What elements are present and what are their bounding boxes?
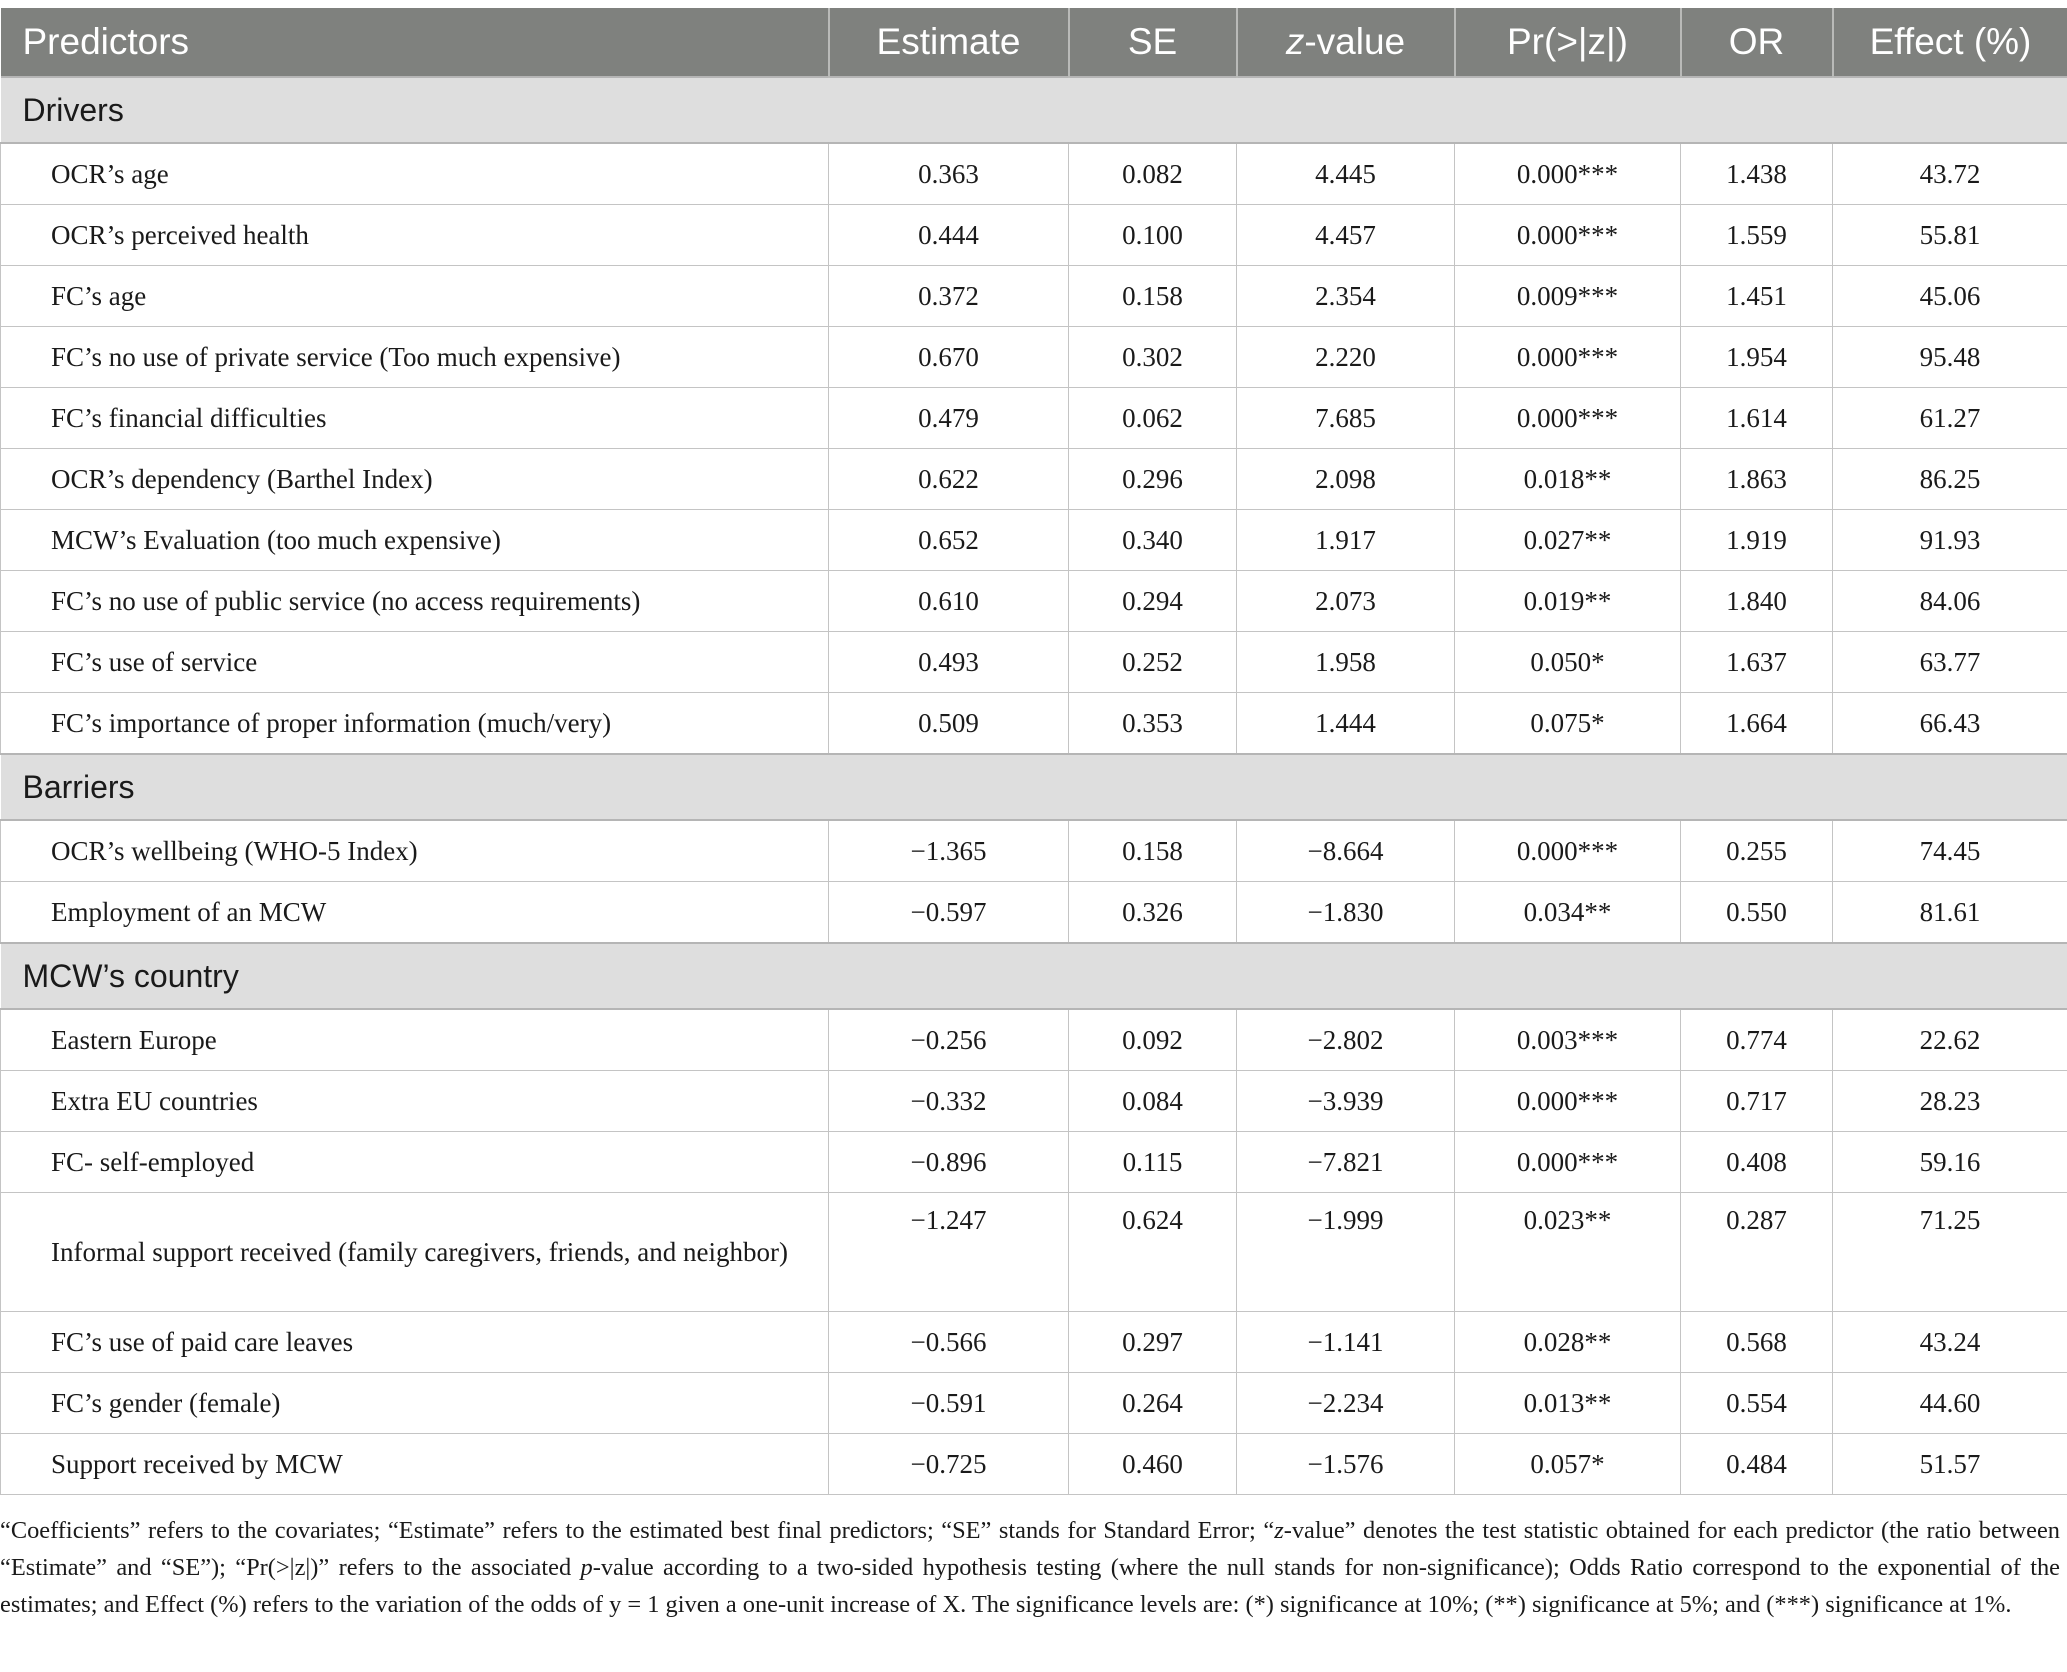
p-value-cell: 0.000*** [1455,820,1681,882]
z-value-cell: 2.220 [1237,327,1455,388]
estimate-cell: −0.591 [829,1373,1069,1434]
se-cell: 0.092 [1069,1009,1237,1071]
se-cell: 0.158 [1069,820,1237,882]
or-cell: 0.408 [1681,1132,1833,1193]
effect-cell: 45.06 [1833,266,2067,327]
estimate-cell: 0.479 [829,388,1069,449]
effect-cell: 84.06 [1833,571,2067,632]
se-cell: 0.252 [1069,632,1237,693]
z-value-cell: −8.664 [1237,820,1455,882]
p-value-cell: 0.013** [1455,1373,1681,1434]
table-row [1,571,2067,632]
table-row [1,820,2067,882]
footnote-segment: -value according to a two-sided hypothesis testing (where the null stands for non-significance); Odds Ratio correspond to the exponential of the estimates; and Effect (%) refers to the variation of the odds of y = 1 given a one-unit increase of X. The significance levels are: (*) significance at 10%; (**) significance at 5%; and (***) significance at 1%. [0,1554,2061,1618]
predictor-cell: FC’s importance of proper information (much/very) [1,693,829,755]
header-or: OR [1681,8,1833,77]
effect-cell: 74.45 [1833,820,2067,882]
or-cell: 0.287 [1681,1193,1833,1312]
p-value-cell: 0.000*** [1455,1132,1681,1193]
z-value-cell: 2.354 [1237,266,1455,327]
footnote-italic-segment: z [1274,1517,1284,1544]
effect-cell: 81.61 [1833,882,2067,944]
se-cell: 0.264 [1069,1373,1237,1434]
header-predictors: Predictors [1,8,829,77]
p-value-cell: 0.000*** [1455,1071,1681,1132]
p-value-cell: 0.028** [1455,1312,1681,1373]
or-cell: 0.774 [1681,1009,1833,1071]
z-value-cell: −1.999 [1237,1193,1455,1312]
z-value-cell: −7.821 [1237,1132,1455,1193]
predictor-cell: OCR’s perceived health [1,205,829,266]
table-row [1,449,2067,510]
estimate-cell: 0.493 [829,632,1069,693]
effect-cell: 44.60 [1833,1373,2067,1434]
z-value-cell: 1.958 [1237,632,1455,693]
predictor-cell: FC’s financial difficulties [1,388,829,449]
z-value-cell: −1.576 [1237,1434,1455,1495]
estimate-cell: −1.365 [829,820,1069,882]
effect-cell: 86.25 [1833,449,2067,510]
effect-cell: 63.77 [1833,632,2067,693]
se-cell: 0.115 [1069,1132,1237,1193]
predictor-cell: Eastern Europe [1,1009,829,1071]
effect-cell: 71.25 [1833,1193,2067,1312]
table-row [1,388,2067,449]
z-value-cell: 4.445 [1237,143,1455,205]
table-row [1,1009,2067,1071]
z-value-cell: 1.917 [1237,510,1455,571]
z-value-cell: 4.457 [1237,205,1455,266]
estimate-cell: 0.509 [829,693,1069,755]
effect-cell: 22.62 [1833,1009,2067,1071]
estimate-cell: −0.896 [829,1132,1069,1193]
se-cell: 0.624 [1069,1193,1237,1312]
table-row [1,510,2067,571]
effect-cell: 59.16 [1833,1132,2067,1193]
z-value-cell: −2.802 [1237,1009,1455,1071]
p-value-cell: 0.000*** [1455,205,1681,266]
predictor-cell: Extra EU countries [1,1071,829,1132]
p-value-cell: 0.000*** [1455,388,1681,449]
table-header [1,8,2067,77]
or-cell: 1.438 [1681,143,1833,205]
or-cell: 0.717 [1681,1071,1833,1132]
header-z-value [1237,8,1455,77]
p-value-cell: 0.000*** [1455,327,1681,388]
table-body [1,77,2067,1495]
estimate-cell: 0.670 [829,327,1069,388]
p-value-cell: 0.050* [1455,632,1681,693]
table-row [1,143,2067,205]
se-cell: 0.460 [1069,1434,1237,1495]
p-value-cell: 0.000*** [1455,143,1681,205]
effect-cell: 51.57 [1833,1434,2067,1495]
predictor-cell: Informal support received (family caregivers, friends, and neighbor) [1,1193,829,1312]
or-cell: 0.550 [1681,882,1833,944]
predictor-cell: FC’s no use of private service (Too much expensive) [1,327,829,388]
z-value-cell: −1.830 [1237,882,1455,944]
predictor-cell: FC’s use of paid care leaves [1,1312,829,1373]
table-row [1,1132,2067,1193]
table-row [1,1071,2067,1132]
estimate-cell: −0.332 [829,1071,1069,1132]
estimate-cell: −0.256 [829,1009,1069,1071]
se-cell: 0.062 [1069,388,1237,449]
or-cell: 1.919 [1681,510,1833,571]
table-row [1,632,2067,693]
se-cell: 0.100 [1069,205,1237,266]
section-row [1,77,2067,143]
predictor-cell: FC’s use of service [1,632,829,693]
predictor-cell: Support received by MCW [1,1434,829,1495]
effect-cell: 43.24 [1833,1312,2067,1373]
estimate-cell: 0.610 [829,571,1069,632]
or-cell: 1.840 [1681,571,1833,632]
effect-cell: 55.81 [1833,205,2067,266]
or-cell: 0.568 [1681,1312,1833,1373]
estimate-cell: 0.652 [829,510,1069,571]
or-cell: 1.637 [1681,632,1833,693]
footnote-segment: -value” denotes the test statistic obtained for each predictor (the ratio between “Estimate” and “SE”); “Pr(>|z|)” refers to the associated [0,1517,2060,1581]
estimate-cell: 0.444 [829,205,1069,266]
se-cell: 0.302 [1069,327,1237,388]
p-value-cell: 0.019** [1455,571,1681,632]
estimate-cell: 0.363 [829,143,1069,205]
table-row [1,1373,2067,1434]
estimate-cell: −0.725 [829,1434,1069,1495]
table-row [1,266,2067,327]
estimate-cell: 0.622 [829,449,1069,510]
table-row [1,327,2067,388]
predictor-cell: FC’s gender (female) [1,1373,829,1434]
predictor-cell: FC’s no use of public service (no access requirements) [1,571,829,632]
se-cell: 0.353 [1069,693,1237,755]
table-row [1,205,2067,266]
se-cell: 0.326 [1069,882,1237,944]
estimate-cell: −0.597 [829,882,1069,944]
se-cell: 0.084 [1069,1071,1237,1132]
section-title: MCW’s country [1,943,2067,1009]
p-value-cell: 0.003*** [1455,1009,1681,1071]
predictor-cell: FC- self-employed [1,1132,829,1193]
estimate-cell: −1.247 [829,1193,1069,1312]
predictor-cell: MCW’s Evaluation (too much expensive) [1,510,829,571]
p-value-cell: 0.018** [1455,449,1681,510]
p-value-cell: 0.027** [1455,510,1681,571]
p-value-cell: 0.023** [1455,1193,1681,1312]
results-table-container [0,8,2067,1495]
predictor-cell: Employment of an MCW [1,882,829,944]
section-row [1,754,2067,820]
table-row [1,1312,2067,1373]
header-effect: Effect (%) [1833,8,2067,77]
se-cell: 0.082 [1069,143,1237,205]
p-value-cell: 0.075* [1455,693,1681,755]
predictor-cell: OCR’s dependency (Barthel Index) [1,449,829,510]
estimate-cell: −0.566 [829,1312,1069,1373]
header-se: SE [1069,8,1237,77]
se-cell: 0.297 [1069,1312,1237,1373]
or-cell: 1.451 [1681,266,1833,327]
p-value-cell: 0.009*** [1455,266,1681,327]
table-row [1,882,2067,944]
table-row [1,693,2067,755]
effect-cell: 66.43 [1833,693,2067,755]
or-cell: 1.954 [1681,327,1833,388]
effect-cell: 28.23 [1833,1071,2067,1132]
predictor-cell: FC’s age [1,266,829,327]
or-cell: 1.559 [1681,205,1833,266]
header-estimate: Estimate [829,8,1069,77]
se-cell: 0.158 [1069,266,1237,327]
effect-cell: 95.48 [1833,327,2067,388]
effect-cell: 61.27 [1833,388,2067,449]
table-footnote [0,1512,2060,1623]
section-title: Drivers [1,77,2067,143]
se-cell: 0.294 [1069,571,1237,632]
z-value-cell: 2.098 [1237,449,1455,510]
or-cell: 0.484 [1681,1434,1833,1495]
table-row [1,1193,2067,1312]
or-cell: 0.554 [1681,1373,1833,1434]
regression-results-table [0,8,2067,1495]
section-row [1,943,2067,1009]
header-z-italic: z [1285,21,1305,62]
se-cell: 0.296 [1069,449,1237,510]
or-cell: 0.255 [1681,820,1833,882]
or-cell: 1.863 [1681,449,1833,510]
p-value-cell: 0.034** [1455,882,1681,944]
p-value-cell: 0.057* [1455,1434,1681,1495]
se-cell: 0.340 [1069,510,1237,571]
z-value-cell: −3.939 [1237,1071,1455,1132]
header-p-value: Pr(>|z|) [1455,8,1681,77]
effect-cell: 43.72 [1833,143,2067,205]
z-value-cell: −1.141 [1237,1312,1455,1373]
z-value-cell: −2.234 [1237,1373,1455,1434]
predictor-cell: OCR’s wellbeing (WHO-5 Index) [1,820,829,882]
header-z-rest: -value [1304,21,1406,62]
footnote-segment: “Coefficients” refers to the covariates; “Estimate” refers to the estimated best final predictors; “SE” stands for Standard Error; “ [0,1517,1275,1544]
or-cell: 1.614 [1681,388,1833,449]
z-value-cell: 2.073 [1237,571,1455,632]
predictor-cell: OCR’s age [1,143,829,205]
or-cell: 1.664 [1681,693,1833,755]
z-value-cell: 1.444 [1237,693,1455,755]
section-title: Barriers [1,754,2067,820]
footnote-italic-segment: p [580,1554,593,1581]
table-row [1,1434,2067,1495]
effect-cell: 91.93 [1833,510,2067,571]
estimate-cell: 0.372 [829,266,1069,327]
z-value-cell: 7.685 [1237,388,1455,449]
